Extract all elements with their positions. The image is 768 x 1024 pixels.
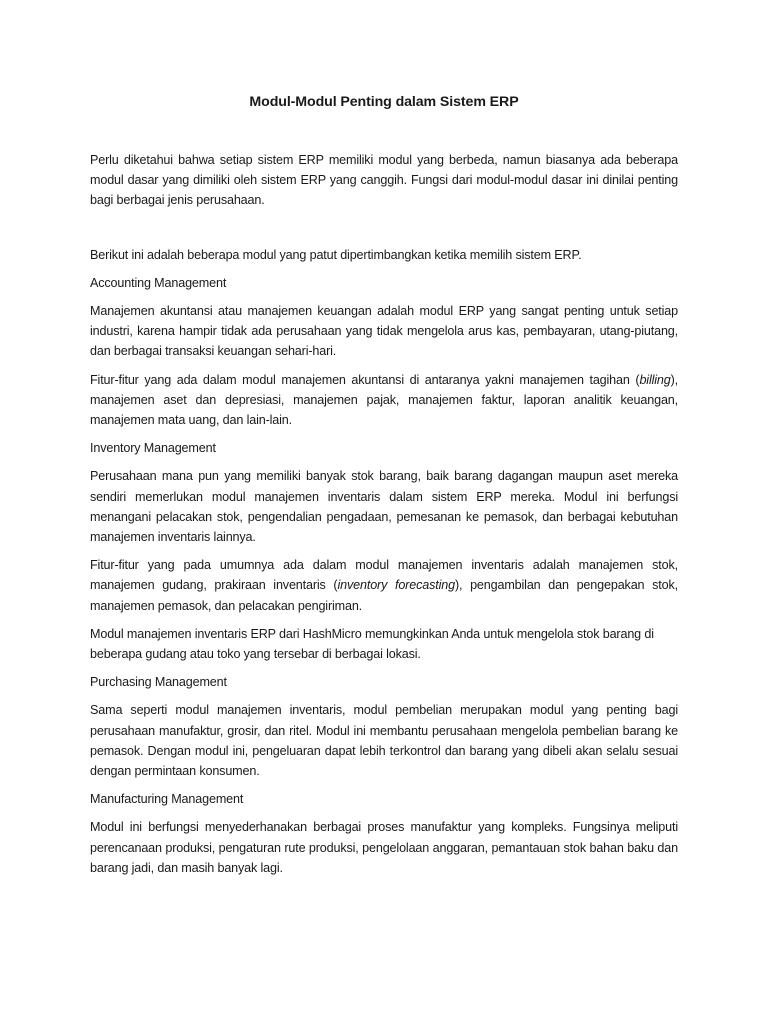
accounting-p2-text-end: ), manajemen aset dan depresiasi, manajemen pajak, manajemen faktur, laporan analitik keuangan, manajemen mata uang, dan lain-lain.	[90, 372, 678, 428]
section-heading-manufacturing: Manufacturing Management	[90, 792, 244, 807]
accounting-paragraph-2	[90, 370, 678, 431]
section-heading-accounting: Accounting Management	[90, 275, 227, 290]
inventory-p2-text-end: ), pengambilan dan pengepakan stok, manajemen pemasok, dan pelacakan pengiriman.	[90, 578, 678, 613]
lead-paragraph: Berikut ini adalah beberapa modul yang patut dipertimbangkan ketika memilih sistem ERP.	[90, 247, 582, 262]
document-title: Modul-Modul Penting dalam Sistem ERP	[249, 94, 519, 110]
inventory-p2-italic-term: inventory forecasting	[337, 578, 455, 593]
inventory-p2-text-start: Fitur-fitur yang pada umumnya ada dalam modul manajemen inventaris adalah manajemen stok, manajemen gudang, prakiraan inventaris (	[90, 558, 678, 593]
inventory-paragraph-1: Perusahaan mana pun yang memiliki banyak stok barang, baik barang dagangan maupun aset mereka sendiri memerlukan modul manajemen inventaris dalam sistem ERP mereka. Modul ini berfungsi menangani pelacakan stok, pengendalian pengadaan, pemesanan ke pemasok, dan berbagai kebutuhan manajemen inventaris lainnya.	[90, 469, 678, 545]
intro-paragraph: Perlu diketahui bahwa setiap sistem ERP memiliki modul yang berbeda, namun biasanya ada beberapa modul dasar yang dimiliki oleh sistem ERP yang canggih. Fungsi dari modul-modul dasar ini dinilai penting bagi berbagai jenis perusahaan.	[90, 153, 678, 208]
accounting-paragraph-1: Manajemen akuntansi atau manajemen keuangan adalah modul ERP yang sangat penting untuk setiap industri, karena hampir tidak ada perusahaan yang tidak mengelola arus kas, pembayaran, utang-piutang, dan berbagai transaksi keuangan sehari-hari.	[90, 304, 678, 359]
accounting-p2-italic-term: billing	[639, 372, 671, 387]
section-heading-inventory: Inventory Management	[90, 441, 216, 456]
purchasing-paragraph-1: Sama seperti modul manajemen inventaris, modul pembelian merupakan modul yang penting bagi perusahaan manufaktur, grosir, dan ritel. Modul ini membantu perusahaan mengelola pembelian barang ke pemasok. Dengan modul ini, pengeluaran dapat lebih terkontrol dan barang yang dibeli akan selalu sesuai dengan permintaan konsumen.	[90, 703, 678, 779]
section-heading-purchasing: Purchasing Management	[90, 675, 227, 690]
document-body	[90, 92, 678, 886]
inventory-paragraph-2	[90, 555, 678, 616]
manufacturing-paragraph-1: Modul ini berfungsi menyederhanakan berbagai proses manufaktur yang kompleks. Fungsinya meliputi perencanaan produksi, pengaturan rute produksi, pengelolaan anggaran, pemantauan stok bahan baku dan barang jadi, dan masih banyak lagi.	[90, 820, 678, 875]
inventory-paragraph-3: Modul manajemen inventaris ERP dari HashMicro memungkinkan Anda untuk mengelola stok barang di beberapa gudang atau toko yang tersebar di berbagai lokasi.	[90, 626, 654, 662]
accounting-p2-text-start: Fitur-fitur yang ada dalam modul manajemen akuntansi di antaranya yakni manajemen tagihan (	[90, 372, 640, 387]
